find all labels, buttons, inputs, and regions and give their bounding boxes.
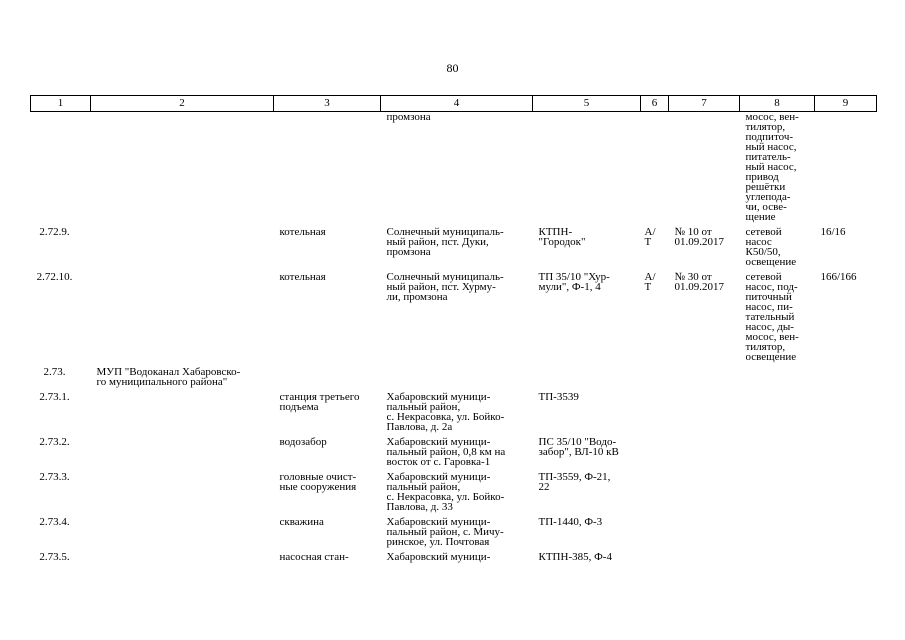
table-row xyxy=(31,552,877,562)
address-cell: Хабаровский муници- пальный район, 0,8 км на восток от с. Гаровка-1 xyxy=(386,436,506,468)
address-cell: Хабаровский муници- пальный район, с. Мичу- ринское, ул. Почтовая xyxy=(386,516,504,548)
row-number: 2.73. xyxy=(43,366,66,378)
row-number: 2.72.10. xyxy=(36,271,73,283)
organization-cell xyxy=(91,552,274,562)
source-cell: ПС 35/10 "Водо- забор", ВЛ-10 кВ xyxy=(538,436,619,458)
source-cell: ТП 35/10 "Хур- мули", Ф-1, 4 xyxy=(538,271,610,293)
organization-cell xyxy=(91,227,274,272)
source-cell: КТПН- "Городок" xyxy=(538,226,586,248)
document-cell: № 30 от 01.09.2017 xyxy=(674,271,724,293)
document-cell xyxy=(669,552,740,562)
equipment-cell xyxy=(740,517,815,552)
row-number: 2.73.1. xyxy=(39,391,70,403)
category-cell: А/ Т xyxy=(644,226,656,248)
column-header: 2 xyxy=(91,96,274,112)
organization-cell xyxy=(91,437,274,472)
column-header: 9 xyxy=(815,96,877,112)
address-cell: Хабаровский муници- пальный район, с. Некрасовка, ул. Бойко- Павлова, д. 2а xyxy=(386,391,505,433)
document-cell xyxy=(669,112,740,228)
document-cell xyxy=(669,367,740,392)
address-cell: Солнечный муниципаль- ный район, пст. Хурму- ли, промзона xyxy=(386,271,504,303)
source-cell xyxy=(533,367,641,392)
table-row xyxy=(31,517,877,552)
category-cell: А/ Т xyxy=(644,271,656,293)
column-header: 3 xyxy=(274,96,381,112)
row-number: 2.73.2. xyxy=(39,436,70,448)
object-cell xyxy=(274,367,381,392)
object-cell: скважина xyxy=(279,516,324,528)
column-header: 1 xyxy=(31,96,91,112)
organization-cell xyxy=(91,472,274,517)
source-cell: ТП-3539 xyxy=(538,391,579,403)
document-cell: № 10 от 01.09.2017 xyxy=(674,226,724,248)
object-cell: котельная xyxy=(279,271,326,283)
table-row xyxy=(31,367,877,392)
table-row xyxy=(31,272,877,367)
address-cell: Хабаровский муници- пальный район, с. Некрасовка, ул. Бойко- Павлова, д. 33 xyxy=(386,471,505,513)
column-header: 6 xyxy=(641,96,669,112)
source-cell: КТПН-385, Ф-4 xyxy=(538,551,612,563)
source-cell: ТП-1440, Ф-3 xyxy=(538,516,603,528)
category-cell xyxy=(641,472,669,517)
row-number: 2.73.4. xyxy=(39,516,70,528)
table-row xyxy=(31,227,877,272)
table-row xyxy=(31,392,877,437)
column-header: 5 xyxy=(533,96,641,112)
equipment-cell: сетевой насос, под- питочный насос, пи- тательный насос, ды- мосос, вен- тилятор, освещение xyxy=(745,271,799,363)
document-cell xyxy=(669,392,740,437)
power-cell xyxy=(815,392,877,437)
address-cell: Солнечный муниципаль- ный район, пст. Дуки, промзона xyxy=(386,226,504,258)
organization-cell xyxy=(91,272,274,367)
organization-cell xyxy=(91,112,274,228)
column-header: 7 xyxy=(669,96,740,112)
category-cell xyxy=(641,112,669,228)
object-cell xyxy=(274,112,381,228)
equipment-cell xyxy=(740,472,815,517)
category-cell xyxy=(641,437,669,472)
object-cell: насосная стан- xyxy=(279,551,349,563)
category-cell xyxy=(641,552,669,562)
equipment-cell xyxy=(740,367,815,392)
category-cell xyxy=(641,517,669,552)
equipment-cell xyxy=(740,552,815,562)
column-header: 8 xyxy=(740,96,815,112)
equipment-cell xyxy=(740,392,815,437)
organization-cell xyxy=(91,517,274,552)
power-cell xyxy=(815,437,877,472)
power-cell xyxy=(815,472,877,517)
equipment-cell: мосос, вен- тилятор, подпиточ- ный насос, питатель- ный насос, привод решётки углепода- чи, осве- щение xyxy=(745,111,799,223)
object-cell: водозабор xyxy=(279,436,327,448)
row-number: 2.73.5. xyxy=(39,551,70,563)
organization-cell xyxy=(91,392,274,437)
document-cell xyxy=(669,517,740,552)
power-cell xyxy=(815,367,877,392)
equipment-cell: сетевой насос К50/50, освещение xyxy=(745,226,797,268)
row-number xyxy=(31,112,91,228)
object-cell: котельная xyxy=(279,226,326,238)
equipment-cell xyxy=(740,437,815,472)
organization-cell: МУП "Водоканал Хабаровско- го муниципального района" xyxy=(96,366,241,388)
power-cell: 16/16 xyxy=(820,226,846,238)
table-row xyxy=(31,112,877,228)
row-number: 2.73.3. xyxy=(39,471,70,483)
power-cell xyxy=(815,517,877,552)
table-row xyxy=(31,437,877,472)
address-cell xyxy=(381,367,533,392)
source-cell xyxy=(533,112,641,228)
power-cell xyxy=(815,552,877,562)
source-cell: ТП-3559, Ф-21, 22 xyxy=(538,471,611,493)
object-cell: головные очист- ные сооружения xyxy=(279,471,357,493)
header-row xyxy=(31,96,877,112)
table-row xyxy=(31,472,877,517)
object-cell: станция третьего подъема xyxy=(279,391,360,413)
column-header: 4 xyxy=(381,96,533,112)
row-number: 2.72.9. xyxy=(39,226,70,238)
power-cell: 166/166 xyxy=(820,271,857,283)
address-cell: Хабаровский муници- xyxy=(386,551,491,563)
address-cell: промзона xyxy=(386,111,431,123)
data-table xyxy=(30,95,877,562)
category-cell xyxy=(641,392,669,437)
category-cell xyxy=(641,367,669,392)
page-number: 80 xyxy=(446,61,459,75)
power-cell xyxy=(815,112,877,228)
document-cell xyxy=(669,437,740,472)
document-cell xyxy=(669,472,740,517)
